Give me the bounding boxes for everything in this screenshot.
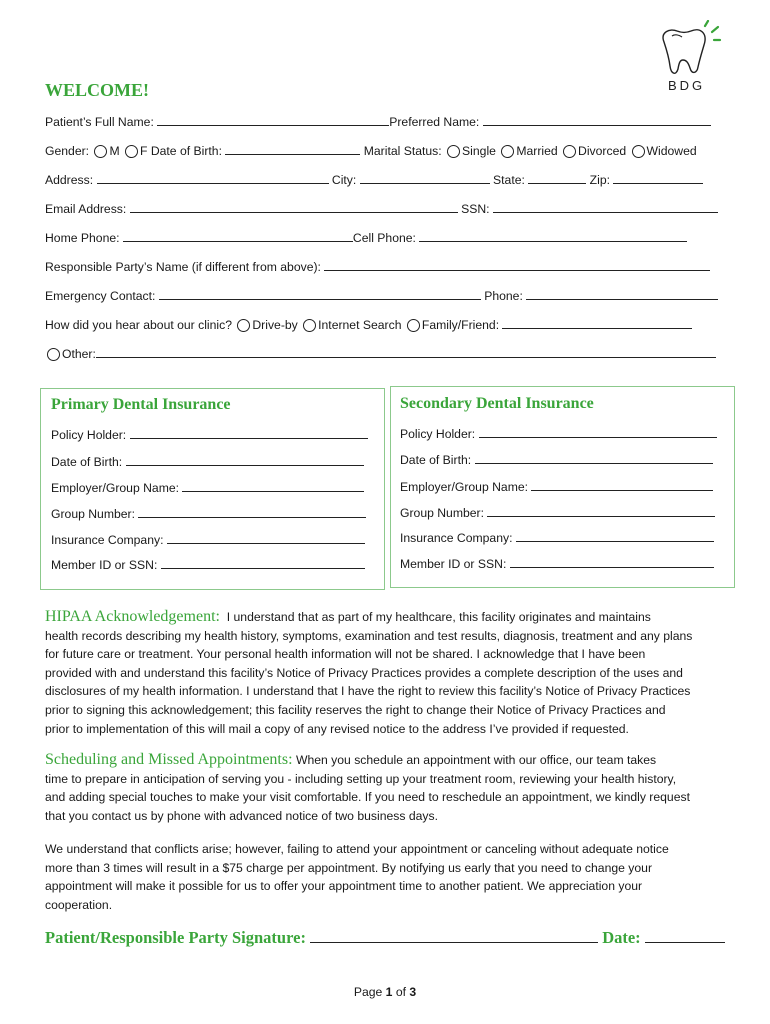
tooth-sparkle-icon bbox=[650, 20, 725, 85]
signature-label: Patient/Responsible Party Signature: bbox=[45, 928, 306, 947]
primary-company-field[interactable] bbox=[167, 532, 365, 544]
dob-field[interactable] bbox=[225, 143, 360, 155]
page-footer bbox=[0, 985, 770, 999]
city-label: City: bbox=[331, 173, 357, 187]
gender-m-label: M bbox=[109, 144, 120, 158]
signature-date-label: Date: bbox=[602, 928, 641, 947]
primary-employer-field[interactable] bbox=[182, 480, 364, 492]
page-total: 3 bbox=[409, 985, 417, 999]
cell-phone-field[interactable] bbox=[419, 230, 687, 242]
primary-employer-row bbox=[51, 480, 364, 495]
page-prefix: Page bbox=[353, 985, 386, 999]
hipaa-section bbox=[45, 608, 735, 738]
marital-label: Marital Status: bbox=[363, 144, 442, 158]
scheduling-text-1: time to prepare in anticipation of serving you - including setting up your treatment room, reviewing your health history, bbox=[45, 771, 677, 786]
scheduling2-text-2: appointment will make it possible for us to offer your appointment time to another patient. We appreciation your bbox=[45, 879, 643, 894]
scheduling-line-0 bbox=[45, 751, 735, 770]
email-row bbox=[45, 201, 718, 216]
emergency-phone-field[interactable] bbox=[526, 288, 718, 300]
secondary-policy-holder-field[interactable] bbox=[479, 426, 717, 438]
scheduling-heading: Scheduling and Missed Appointments: bbox=[45, 751, 293, 768]
logo bbox=[650, 20, 725, 100]
hipaa-text-4: disclosures of my health information. I understand that I have the right to review this facility’s Notice of Privacy Practices bbox=[45, 684, 691, 699]
referral-driveby-radio[interactable] bbox=[237, 319, 250, 332]
primary-group-number-row bbox=[51, 506, 366, 521]
secondary-group-number-row bbox=[400, 505, 715, 520]
marital-married-radio[interactable] bbox=[501, 145, 514, 158]
primary-member-id-field[interactable] bbox=[161, 557, 365, 569]
hipaa-text-6: prior to implementation of this will mail a copy of any revised notice to the address I’ve provided if requested. bbox=[45, 721, 629, 736]
primary-dob-field[interactable] bbox=[126, 454, 364, 466]
hipaa-text-2: for future care or treatment. Your personal health information will not be shared. I acknowledge that I have been bbox=[45, 647, 646, 662]
email-label: Email Address: bbox=[45, 202, 127, 216]
hipaa-text-0: I understand that as part of my healthcare, this facility originates and maintains bbox=[226, 610, 651, 624]
scheduling2-text-0: We understand that conflicts arise; however, failing to attend your appointment or canceling without adequate notice bbox=[45, 842, 669, 856]
scheduling-text-2: and adding special touches to make your visit comfortable. If you need to reschedule an appointment, we kindly request bbox=[45, 790, 690, 805]
logo-text: BDG bbox=[668, 78, 706, 93]
signature-row bbox=[45, 928, 725, 948]
hipaa-heading: HIPAA Acknowledgement: bbox=[45, 608, 220, 625]
marital-divorced-radio[interactable] bbox=[563, 145, 576, 158]
other-label: Other: bbox=[62, 347, 96, 361]
gender-row bbox=[45, 143, 697, 158]
dob-label: Date of Birth: bbox=[150, 144, 222, 158]
hipaa-text-3: provided with and understand this facility’s Notice of Privacy Practices provides a complete description of the uses and bbox=[45, 665, 683, 680]
referral-driveby-label: Drive-by bbox=[252, 318, 298, 332]
emergency-phone-label: Phone: bbox=[484, 289, 523, 303]
primary-dob-label: Date of Birth: bbox=[51, 455, 123, 469]
marital-single-label: Single bbox=[462, 144, 496, 158]
home-phone-label: Home Phone: bbox=[45, 231, 120, 245]
secondary-group-number-field[interactable] bbox=[487, 505, 715, 517]
hipaa-text-1: health records describing my health history, symptoms, examination and test results, diagnosis, treatment and any plans bbox=[45, 628, 693, 643]
page-of: of bbox=[392, 985, 410, 999]
responsible-field[interactable] bbox=[324, 259, 710, 271]
address-field[interactable] bbox=[97, 172, 329, 184]
secondary-employer-row bbox=[400, 479, 713, 494]
primary-policy-holder-field[interactable] bbox=[130, 427, 368, 439]
hipaa-text-5: prior to signing this acknowledgement; this facility reserves the right to change their Notice of Privacy Practices and bbox=[45, 702, 666, 717]
home-phone-field[interactable] bbox=[123, 230, 353, 242]
page-number: 1 bbox=[385, 985, 393, 999]
secondary-policy-holder-label: Policy Holder: bbox=[400, 427, 476, 441]
primary-company-label: Insurance Company: bbox=[51, 533, 164, 547]
scheduling-section-2 bbox=[45, 840, 735, 914]
address-label: Address: bbox=[45, 173, 94, 187]
secondary-group-number-label: Group Number: bbox=[400, 506, 484, 520]
other-field[interactable] bbox=[96, 346, 716, 358]
secondary-member-id-field[interactable] bbox=[510, 556, 714, 568]
welcome-title: WELCOME! bbox=[45, 80, 150, 100]
primary-member-id-label: Member ID or SSN: bbox=[51, 558, 158, 572]
primary-insurance-title: Primary Dental Insurance bbox=[51, 396, 231, 413]
scheduling-section bbox=[45, 751, 735, 825]
phone-row bbox=[45, 230, 687, 245]
gender-f-radio[interactable] bbox=[125, 145, 138, 158]
ssn-field[interactable] bbox=[493, 201, 718, 213]
gender-label: Gender: bbox=[45, 144, 90, 158]
secondary-dob-row bbox=[400, 452, 713, 467]
secondary-policy-holder-row bbox=[400, 426, 717, 441]
zip-label: Zip: bbox=[589, 173, 610, 187]
address-row bbox=[45, 172, 703, 187]
gender-m-radio[interactable] bbox=[94, 145, 107, 158]
secondary-member-id-row bbox=[400, 556, 714, 571]
gender-f-label: F bbox=[139, 144, 148, 158]
secondary-dob-field[interactable] bbox=[475, 452, 713, 464]
secondary-dob-label: Date of Birth: bbox=[400, 453, 472, 467]
secondary-employer-field[interactable] bbox=[531, 479, 713, 491]
email-field[interactable] bbox=[130, 201, 458, 213]
ssn-label: SSN: bbox=[461, 202, 490, 216]
responsible-label: Responsible Party’s Name (if different from above): bbox=[45, 260, 321, 274]
signature-field[interactable] bbox=[310, 930, 598, 943]
emergency-field[interactable] bbox=[159, 288, 481, 300]
referral-label: How did you hear about our clinic? bbox=[45, 318, 232, 332]
referral-family-radio[interactable] bbox=[407, 319, 420, 332]
marital-single-radio[interactable] bbox=[447, 145, 460, 158]
primary-employer-label: Employer/Group Name: bbox=[51, 481, 180, 495]
referral-internet-radio[interactable] bbox=[303, 319, 316, 332]
secondary-company-field[interactable] bbox=[516, 530, 714, 542]
emergency-label: Emergency Contact: bbox=[45, 289, 156, 303]
marital-divorced-label: Divorced bbox=[578, 144, 627, 158]
scheduling-text-0: When you schedule an appointment with our office, our team takes bbox=[295, 753, 657, 767]
primary-group-number-field[interactable] bbox=[138, 506, 366, 518]
primary-policy-holder-row bbox=[51, 427, 368, 442]
secondary-member-id-label: Member ID or SSN: bbox=[400, 557, 507, 571]
zip-field[interactable] bbox=[613, 172, 703, 184]
preferred-name-label: Preferred Name: bbox=[389, 115, 480, 129]
full-name-field[interactable] bbox=[157, 114, 389, 126]
scheduling2-text-3: cooperation. bbox=[45, 897, 113, 912]
referral-family-label: Family/Friend: bbox=[421, 318, 500, 332]
preferred-name-field[interactable] bbox=[483, 114, 711, 126]
name-row bbox=[45, 114, 711, 129]
referral-internet-label: Internet Search bbox=[318, 318, 402, 332]
cell-phone-label: Cell Phone: bbox=[352, 231, 416, 245]
marital-married-label: Married bbox=[516, 144, 558, 158]
emergency-row bbox=[45, 288, 718, 303]
marital-widowed-radio[interactable] bbox=[632, 145, 645, 158]
other-row bbox=[47, 346, 716, 361]
referral-row bbox=[45, 317, 692, 332]
state-field[interactable] bbox=[528, 172, 586, 184]
marital-widowed-label: Widowed bbox=[646, 144, 697, 158]
primary-policy-holder-label: Policy Holder: bbox=[51, 428, 127, 442]
referral-family-field[interactable] bbox=[502, 317, 692, 329]
state-label: State: bbox=[493, 173, 525, 187]
primary-group-number-label: Group Number: bbox=[51, 507, 135, 521]
secondary-insurance-title: Secondary Dental Insurance bbox=[400, 395, 594, 412]
referral-other-radio[interactable] bbox=[47, 348, 60, 361]
primary-member-id-row bbox=[51, 557, 365, 572]
secondary-company-label: Insurance Company: bbox=[400, 531, 513, 545]
secondary-employer-label: Employer/Group Name: bbox=[400, 480, 529, 494]
full-name-label: Patient’s Full Name: bbox=[45, 115, 154, 129]
signature-date-field[interactable] bbox=[645, 930, 725, 943]
city-field[interactable] bbox=[360, 172, 490, 184]
secondary-company-row bbox=[400, 530, 714, 545]
primary-dob-row bbox=[51, 454, 364, 469]
hipaa-line-0 bbox=[45, 608, 735, 627]
responsible-row bbox=[45, 259, 710, 274]
scheduling2-text-1: more than 3 times will result in a $75 charge per appointment. By notifying us early that you need to change your bbox=[45, 860, 653, 875]
scheduling-text-3: that you contact us by phone with advanced notice of two business days. bbox=[45, 808, 438, 823]
primary-company-row bbox=[51, 532, 365, 547]
